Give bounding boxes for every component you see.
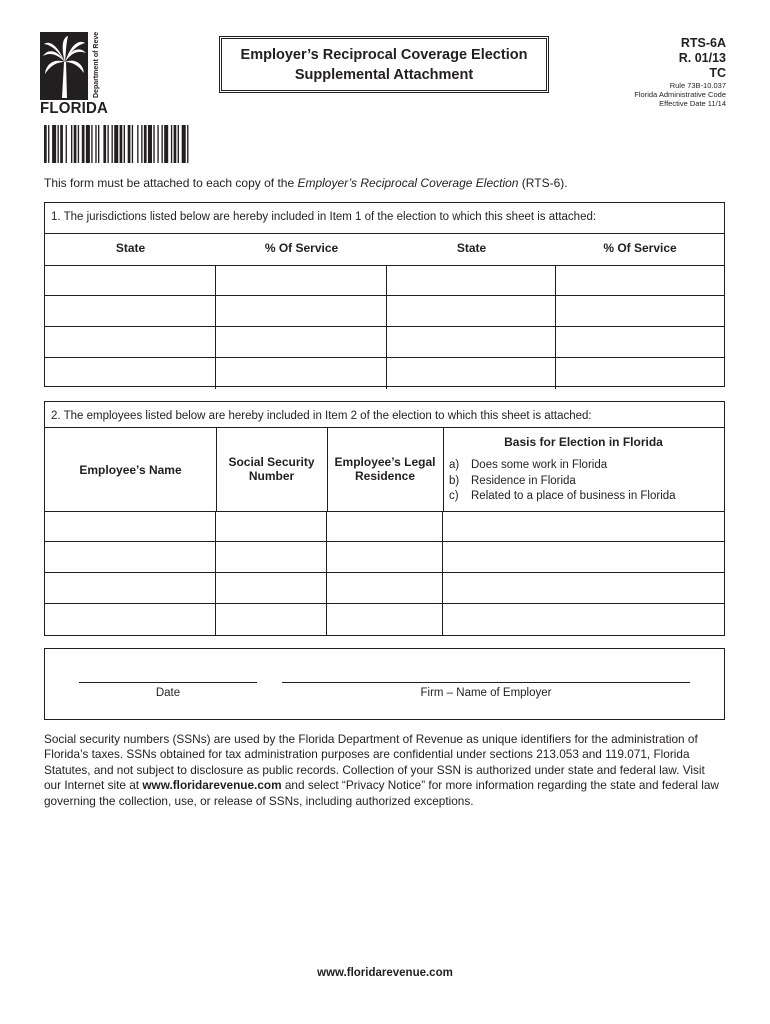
jurisdiction-cell[interactable] [387,358,556,389]
jurisdiction-cell[interactable] [216,265,387,296]
jurisdiction-cell[interactable] [45,327,216,358]
form-title-box [219,36,549,93]
col-ssn-line2: Number [248,469,295,483]
col-employee-name: Employee’s Name [79,463,182,477]
signature-box [44,648,725,720]
section2-heading: 2. The employees listed below are hereby included in Item 2 of the election to which this sheet is attached: [51,410,592,422]
basis-item [449,474,576,489]
privacy-notice [44,732,724,809]
intro-text [44,176,568,190]
form-revision: R. 01/13 [678,51,726,65]
basis-text: Residence in Florida [471,474,576,487]
admin-code: Florida Administrative Code [634,90,726,99]
basis-title: Basis for Election in Florida [504,435,663,449]
date-label: Date [155,687,181,699]
employee-cell[interactable] [45,573,216,604]
jurisdiction-cell[interactable] [556,358,724,389]
jurisdiction-cell[interactable] [45,296,216,327]
basis-item [449,458,607,473]
jurisdiction-cell[interactable] [216,296,387,327]
employee-cell[interactable] [216,573,327,604]
jurisdiction-cell[interactable] [387,265,556,296]
employee-cell[interactable] [443,604,724,635]
florida-wordmark: FLORIDA [40,99,109,118]
basis-letter: a) [449,459,460,471]
employee-cell[interactable] [327,604,443,635]
jurisdiction-cell[interactable] [45,265,216,296]
employee-cell[interactable] [216,511,327,542]
employee-cell[interactable] [45,604,216,635]
employee-cell[interactable] [443,511,724,542]
intro-form-name: Employer’s Reciprocal Coverage Election [297,176,519,190]
section-jurisdictions [44,202,725,387]
rule-number: Rule 73B-10.037 [669,81,726,90]
employee-cell[interactable] [45,542,216,573]
svg-text:Department of Revenue: Department of Revenue [93,32,100,98]
col-state-2: State [456,241,487,255]
basis-item [449,489,676,504]
section-employees [44,401,725,636]
employee-cell[interactable] [327,511,443,542]
intro-suffix: (RTS-6). [518,176,568,190]
notice-part1: Social security numbers (SSNs) are used by the Florida Department of Revenue as unique identifiers for the administration of Florida’s taxes. SSNs obtained for tax administration purposes are confidential under sections 213.053 and 119.071, Florida Statutes, and not subject to disclosure as public records. Collection of your SSN is authorized under state and federal law. Visit our Internet site at [44,732,705,793]
employee-cell[interactable] [443,573,724,604]
form-title: Employer’s Reciprocal Coverage Election [240,46,528,63]
barcode [44,125,229,163]
section1-heading: 1. The jurisdictions listed below are hereby included in Item 1 of the election to which this sheet is attached: [51,211,597,223]
employee-cell[interactable] [216,542,327,573]
col-service-1: % Of Service [264,241,339,255]
jurisdiction-cell[interactable] [216,358,387,389]
jurisdiction-cell[interactable] [556,265,724,296]
effective-date: Effective Date 11/14 [659,99,726,108]
employee-cell[interactable] [327,573,443,604]
jurisdiction-cell[interactable] [45,358,216,389]
jurisdiction-cell[interactable] [387,296,556,327]
intro-prefix: This form must be attached to each copy of the [44,176,298,190]
jurisdiction-cell[interactable] [556,296,724,327]
basis-text: Does some work in Florida [471,459,608,471]
jurisdiction-cell[interactable] [216,327,387,358]
col-service-2: % Of Service [603,241,677,255]
jurisdiction-cell[interactable] [556,327,724,358]
basis-text: Related to a place of business in Florida [471,490,676,502]
employee-cell[interactable] [216,604,327,635]
footer-url[interactable]: www.floridarevenue.com [317,967,453,979]
col-res-line2: Residence [354,469,416,483]
employee-cell[interactable] [45,511,216,542]
employee-cell[interactable] [327,542,443,573]
employee-cell[interactable] [443,542,724,573]
form-subtitle: Supplemental Attachment [294,66,474,83]
date-line[interactable] [79,682,257,683]
notice-url[interactable]: www.floridarevenue.com [142,778,282,793]
basis-letter: c) [449,490,459,502]
col-state-1: State [115,241,146,255]
basis-letter: b) [449,474,460,487]
form-id-block [634,36,726,108]
firm-name-line[interactable] [282,682,690,683]
col-ssn-line1: Social Security [228,455,315,469]
form-tc: TC [709,66,726,80]
jurisdiction-cell[interactable] [387,327,556,358]
form-number: RTS-6A [680,36,726,50]
notice-part2: and select “Privacy Notice” for more information regarding the state and federal law governing the collection, use, or release of SSNs, including authorized exceptions. [44,778,719,808]
firm-name-label: Firm – Name of Employer [420,687,552,699]
col-ssn [216,455,327,483]
col-residence [327,455,443,483]
col-res-line1: Employee’s Legal [334,455,436,469]
